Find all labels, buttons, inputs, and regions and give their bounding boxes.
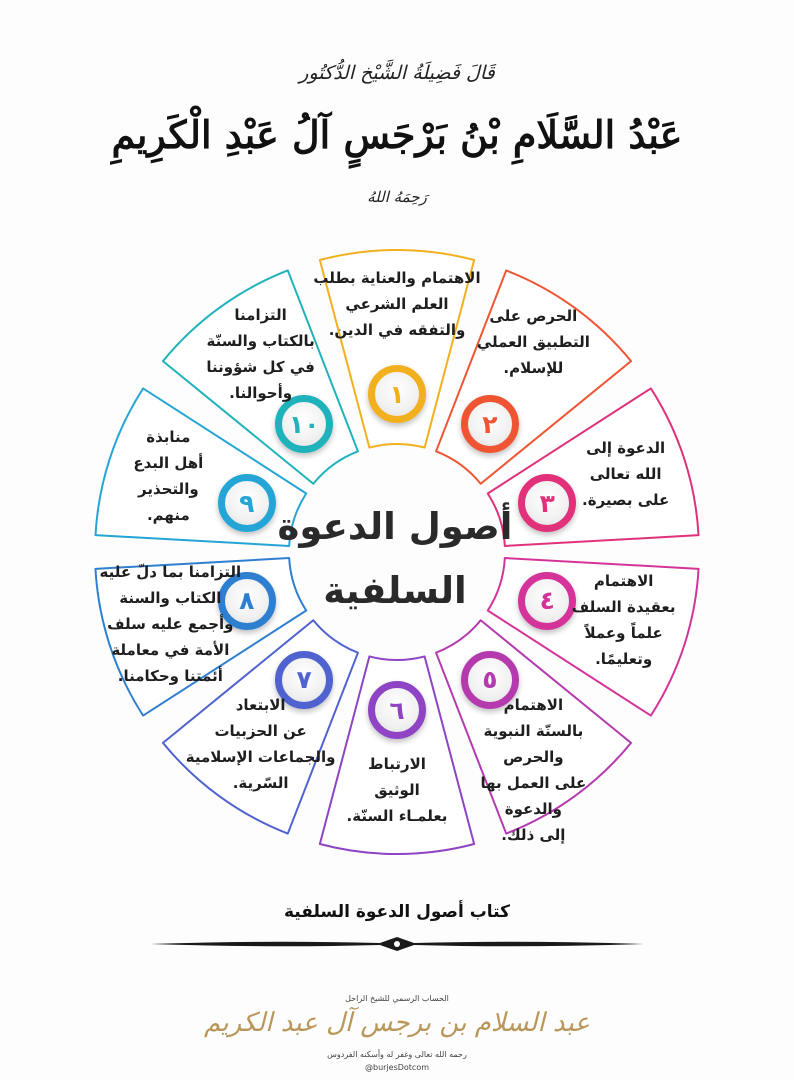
principle-number-10: ١٠: [275, 395, 333, 453]
principle-text-10: التزامنا بالكتاب والسنّة في كل شؤوننا وأحوالنا.: [206, 306, 315, 403]
book-title: كتاب أصول الدعوة السلفية: [284, 902, 510, 922]
sheikh-name: عَبْدُ السَّلَامِ بْنُ بَرْجَسٍ آلُ عَبْدِ الْكَرِيمِ: [111, 112, 683, 157]
principle-text-4: الاهتمام بعقيدة السلف علماً وعملاً وتعليمًا.: [571, 571, 676, 668]
signature-logo: عبد السلام بن برجس آل عبد الكريم: [204, 1008, 590, 1038]
prayer-line: رحمه الله تعالى وغفر له وأسكنه الفردوس: [327, 1050, 467, 1059]
principle-number-4: ٤: [518, 572, 576, 630]
principle-text-9: منابذة أهل البدع والتحذير منهم.: [133, 428, 204, 525]
principle-number-8: ٨: [218, 572, 276, 630]
principle-number-3: ٣: [518, 474, 576, 532]
social-handle: @burjesDotcom: [364, 1063, 430, 1072]
principle-number-5: ٥: [461, 651, 519, 709]
principle-text-2: الحرص على التطبيق العملي للإسلام.: [476, 307, 590, 378]
principle-text-3: الدعوة إلى الله تعالى على بصيرة.: [582, 439, 670, 510]
principle-text-1: الاهتمام والعناية بطلب العلم الشرعي والتفقه في الدين.: [313, 269, 481, 339]
principle-number-1: ١: [368, 365, 426, 423]
ornamental-divider: [150, 935, 644, 953]
mercy-phrase: رَحِمَهُ اللهُ: [367, 188, 427, 206]
principle-number-6: ٦: [368, 681, 426, 739]
principle-number-2: ٢: [461, 395, 519, 453]
center-title: أصول الدعوة السلفية: [277, 505, 513, 612]
principle-number-7: ٧: [275, 651, 333, 709]
principle-number-9: ٩: [218, 474, 276, 532]
principle-text-6: الارتباط الوثيق بعلمـاء السنّة.: [346, 755, 448, 825]
intro-line: قَالَ فَضِيلَةُ الشَّيْخ الدُّكتُور: [299, 62, 495, 84]
account-label: الحساب الرسمي للشيخ الراحل: [345, 994, 449, 1003]
principle-text-7: الابتعاد عن الحزبيات والجماعات الإسلامية السّرية.: [185, 695, 336, 792]
principle-text-8: التزامنا بما دلّ عليه الكتاب والسنة وأجمع عليه سلف الأمة في معاملة أئمتنا وحكامنا.: [99, 562, 242, 685]
principle-text-5: الاهتمام بالسنّة النبوية والحرص على العمل بها والدعوة إلى ذلك.: [480, 695, 587, 844]
